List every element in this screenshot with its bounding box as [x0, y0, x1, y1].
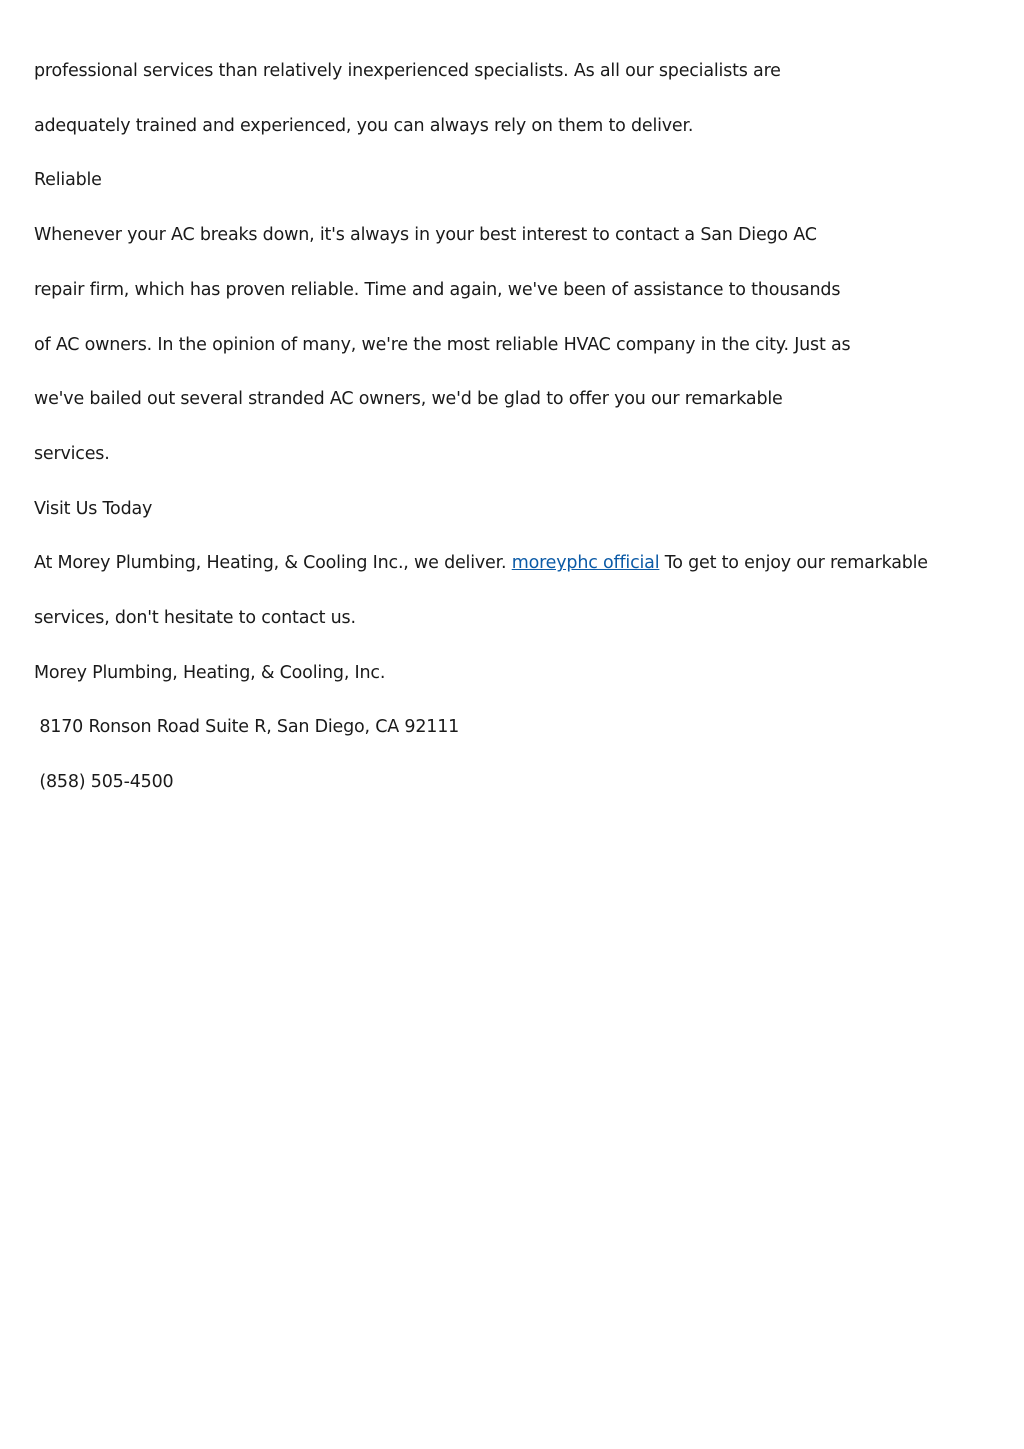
paragraph-line: repair firm, which has proven reliable. Time and again, we've been of assistance to thousands: [34, 279, 841, 300]
paragraph-line: services, don't hesitate to contact us.: [34, 608, 356, 629]
paragraph-line: services.: [34, 443, 110, 464]
section-heading-visit-us-today: Visit Us Today: [34, 498, 153, 519]
paragraph-line: of AC owners. In the opinion of many, we're the most reliable HVAC company in the city. Just as: [34, 334, 851, 355]
visit-text-before: At Morey Plumbing, Heating, & Cooling Inc., we deliver.: [34, 553, 512, 574]
paragraph-line: Whenever your AC breaks down, it's always in your best interest to contact a San Diego AC: [34, 225, 817, 246]
document-body: [34, 44, 994, 810]
paragraph-line: we've bailed out several stranded AC owners, we'd be glad to offer you our remarkable: [34, 389, 783, 410]
company-phone: (858) 505-4500: [34, 772, 174, 793]
company-name: Morey Plumbing, Heating, & Cooling, Inc.: [34, 662, 386, 683]
paragraph-line: professional services than relatively inexperienced specialists. As all our specialists are: [34, 61, 781, 81]
paragraph-line: adequately trained and experienced, you can always rely on them to deliver.: [34, 115, 694, 136]
visit-text-after: To get to enjoy our remarkable: [659, 553, 928, 574]
moreyphc-official-link[interactable]: moreyphc official: [511, 553, 660, 574]
section-heading-reliable: Reliable: [34, 170, 102, 191]
company-address: 8170 Ronson Road Suite R, San Diego, CA 92111: [34, 717, 460, 738]
visit-paragraph-line: [34, 536, 994, 591]
